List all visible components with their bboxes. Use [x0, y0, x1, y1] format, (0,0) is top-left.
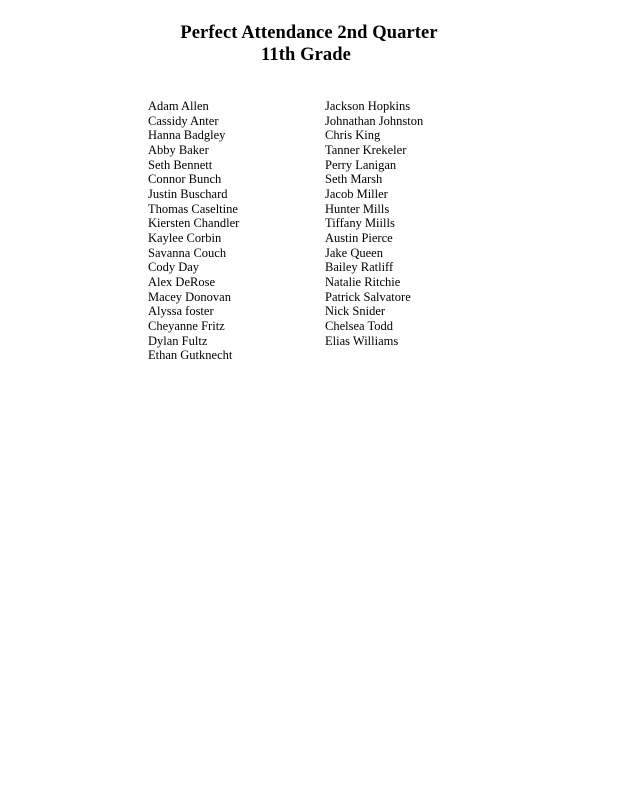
student-name: Alex DeRose — [148, 274, 215, 289]
student-name: Connor Bunch — [148, 172, 222, 187]
student-name: Jacob Miller — [325, 186, 388, 201]
student-name: Austin Pierce — [325, 230, 393, 245]
student-name: Chelsea Todd — [325, 318, 393, 333]
student-name: Tiffany Miills — [325, 216, 395, 231]
document-title: Perfect Attendance 2nd Quarter — [180, 23, 438, 43]
student-name: Justin Buschard — [148, 186, 228, 201]
student-name: Jake Queen — [325, 245, 383, 260]
student-name: Cheyanne Fritz — [148, 318, 225, 333]
student-name: Natalie Ritchie — [325, 274, 401, 289]
student-name: Nick Snider — [325, 304, 386, 319]
student-name: Cody Day — [148, 260, 200, 275]
student-name: Alyssa foster — [148, 304, 214, 319]
title-block — [0, 22, 618, 66]
student-name: Patrick Salvatore — [325, 289, 411, 304]
student-name: Thomas Caseltine — [148, 201, 238, 216]
student-name: Hanna Badgley — [148, 128, 226, 143]
student-name: Bailey Ratliff — [325, 260, 394, 275]
names-column-right — [325, 99, 423, 348]
student-name: Abby Baker — [148, 142, 209, 157]
student-name: Adam Allen — [148, 99, 209, 113]
student-name: Savanna Couch — [148, 245, 227, 260]
names-column-left — [148, 99, 239, 363]
student-name: Chris King — [325, 128, 381, 143]
student-name: Macey Donovan — [148, 289, 231, 304]
student-name: Perry Lanigan — [325, 157, 397, 172]
student-name: Seth Bennett — [148, 157, 213, 172]
document-subtitle: 11th Grade — [261, 45, 351, 65]
student-name: Cassidy Anter — [148, 113, 219, 128]
student-name: Kiersten Chandler — [148, 216, 240, 231]
student-name: Johnathan Johnston — [325, 113, 424, 128]
student-name: Kaylee Corbin — [148, 230, 222, 245]
student-name: Seth Marsh — [325, 172, 383, 187]
student-name: Jackson Hopkins — [325, 99, 411, 113]
student-name: Tanner Krekeler — [325, 142, 407, 157]
student-name: Dylan Fultz — [148, 333, 208, 348]
student-name: Ethan Gutknecht — [148, 348, 233, 363]
student-name: Hunter Mills — [325, 201, 390, 216]
student-name: Elias Williams — [325, 333, 399, 348]
